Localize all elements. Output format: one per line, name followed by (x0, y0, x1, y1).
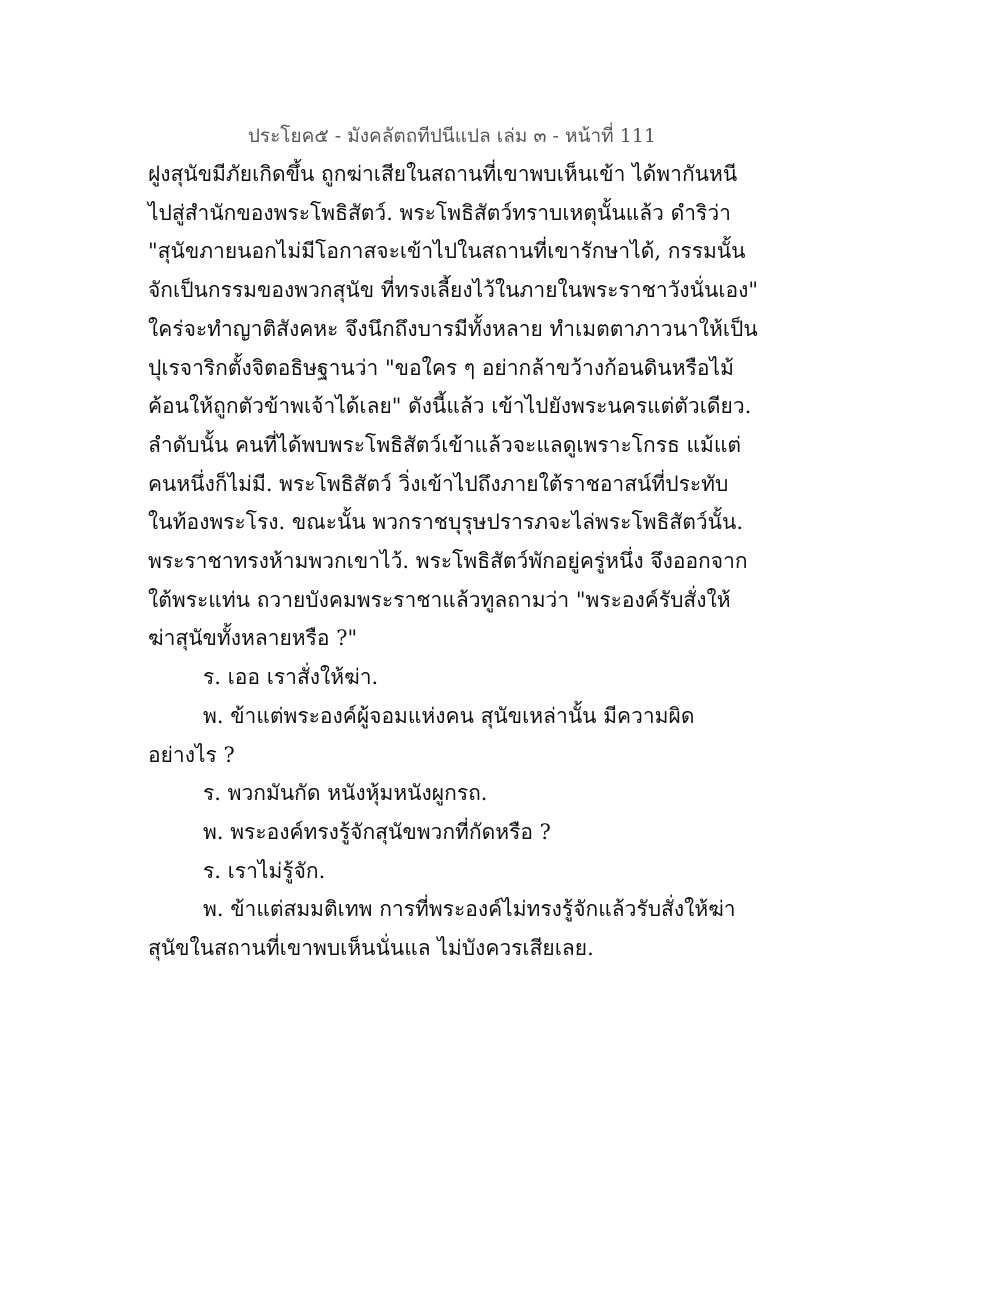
text-line: สุนัขในสถานที่เขาพบเห็นนั่นแล ไม่บังควรเสียเลย. (148, 936, 594, 961)
dialogue-line: ร. พวกมันกัด หนังหุ้มหนังผูกรถ. (203, 781, 488, 806)
running-header: ประโยค๕ - มังคลัตถทีปนีแปล เล่ม ๓ - หน้าที่ 111 (247, 125, 656, 147)
body-text (148, 155, 759, 968)
text-line: อย่างไร ? (148, 742, 235, 767)
text-line: ไปสู่สำนักของพระโพธิสัตว์. พระโพธิสัตว์ทราบเหตุนั้นแล้ว ดำริว่า (148, 200, 731, 225)
text-line: ค้อนให้ถูกตัวข้าพเจ้าได้เลย" ดังนี้แล้ว เข้าไปยังพระนครแต่ตัวเดียว. (148, 394, 752, 419)
text-line: คนหนึ่งก็ไม่มี. พระโพธิสัตว์ วิ่งเข้าไปถึงภายใต้ราชอาสน์ที่ประทับ (148, 471, 729, 496)
text-line: ฝูงสุนัขมีภัยเกิดขึ้น ถูกฆ่าเสียในสถานที่เขาพบเห็นเข้า ได้พากันหนี (148, 162, 738, 186)
dialogue-line: ร. เราไม่รู้จัก. (203, 858, 326, 883)
text-line: ใคร่จะทำญาติสังคหะ จึงนึกถึงบารมีทั้งหลาย ทำเมตตาภาวนาให้เป็น (148, 316, 758, 341)
text-line: จักเป็นกรรมของพวกสุนัข ที่ทรงเลี้ยงไว้ในภายในพระราชาวังนั่นเอง" (148, 278, 759, 303)
text-line: พระราชาทรงห้ามพวกเขาไว้. พระโพธิสัตว์พักอยู่ครู่หนึ่ง จึงออกจาก (148, 549, 748, 574)
text-line: ลำดับนั้น คนที่ได้พบพระโพธิสัตว์เข้าแล้วจะแลดูเพราะโกรธ แม้แต่ (148, 432, 742, 457)
dialogue-line: พ. พระองค์ทรงรู้จักสุนัขพวกที่กัดหรือ ? (203, 819, 551, 844)
text-line: "สุนัขภายนอกไม่มีโอกาสจะเข้าไปในสถานที่เขารักษาได้, กรรมนั้น (148, 239, 746, 264)
dialogue-line: พ. ข้าแต่สมมติเทพ การที่พระองค์ไม่ทรงรู้จักแล้วรับสั่งให้ฆ่า (203, 897, 736, 922)
text-line: ปุเรจาริกตั้งจิตอธิษฐานว่า "ขอใคร ๆ อย่ากล้าขว้างก้อนดินหรือไม้ (148, 355, 734, 380)
text-line: ฆ่าสุนัขทั้งหลายหรือ ?" (148, 626, 358, 651)
text-line: ใต้พระแท่น ถวายบังคมพระราชาแล้วทูลถามว่า "พระองค์รับสั่งให้ (148, 587, 731, 612)
text-line: ในท้องพระโรง. ขณะนั้น พวกราชบุรุษปรารภจะไล่พระโพธิสัตว์นั้น. (148, 510, 744, 535)
dialogue-line: พ. ข้าแต่พระองค์ผู้จอมแห่งคน สุนัขเหล่านั้น มีความผิด (203, 703, 695, 728)
dialogue-line: ร. เออ เราสั่งให้ฆ่า. (203, 665, 379, 690)
